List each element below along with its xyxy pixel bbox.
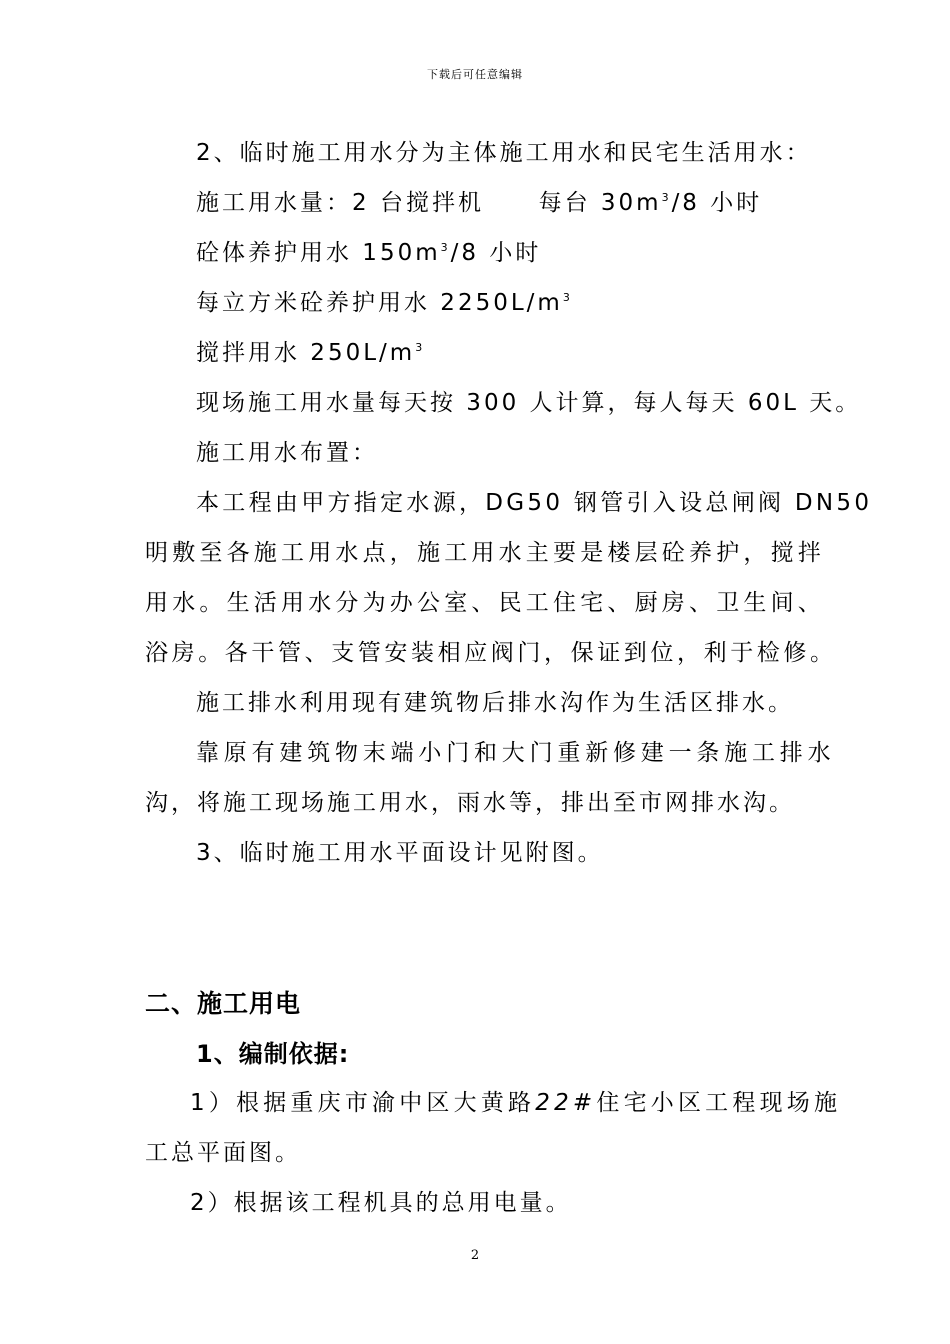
water-layout-title: 施工用水布置： <box>196 440 378 466</box>
water-item-3: 3、临时施工用水平面设计见附图。 <box>196 840 604 866</box>
page-number: 2 <box>470 1248 480 1263</box>
basis-item-1-prefix: 1）根据重庆市渝中区大黄路 <box>190 1090 536 1116</box>
basis-item-1-number: 22# <box>535 1090 597 1116</box>
superscript-3: 3 <box>562 291 573 304</box>
water-layout-line-3: 用水。生活用水分为办公室、民工住宅、厨房、卫生间、 <box>145 590 825 616</box>
mixing-water-text: 搅拌用水 250L/m <box>196 340 416 366</box>
water-layout-line-2: 明敷至各施工用水点，施工用水主要是楼层砼养护，搅拌 <box>145 540 825 566</box>
mixing-water-line <box>196 334 425 367</box>
superscript-3: 3 <box>415 341 426 354</box>
water-usage-mixers: 施工用水量：2 台搅拌机 <box>196 190 484 216</box>
per-cubic-line <box>196 284 573 317</box>
drainage-text-1: 施工排水利用现有建筑物后排水沟作为生活区排水。 <box>196 690 794 716</box>
subsection-title-basis: 1、编制依据: <box>196 1040 350 1068</box>
basis-item-2: 2）根据该工程机具的总用电量。 <box>190 1190 572 1216</box>
water-usage-per-mixer: 每台 30m <box>538 190 662 216</box>
page-header: 下载后可任意编辑 <box>427 68 523 81</box>
per-cubic-text: 每立方米砼养护用水 2250L/m <box>196 290 563 316</box>
curing-water-line <box>196 234 541 267</box>
basis-item-1-line-1 <box>190 1084 841 1117</box>
basis-item-1-line-2: 工总平面图。 <box>145 1140 301 1166</box>
water-usage-per-mixer-tail: /8 小时 <box>671 190 763 216</box>
superscript-3: 3 <box>440 241 451 254</box>
curing-water-tail: /8 小时 <box>450 240 542 266</box>
water-layout-line-1: 本工程由甲方指定水源，DG50 钢管引入设总闸阀 DN50 <box>196 490 873 516</box>
drainage-text-2-line-1: 靠原有建筑物末端小门和大门重新修建一条施工排水 <box>196 740 836 766</box>
section-title-power: 二、施工用电 <box>145 989 302 1018</box>
water-usage-line <box>196 184 762 217</box>
water-item-2-title: 2、临时施工用水分为主体施工用水和民宅生活用水： <box>196 140 812 166</box>
people-water-line: 现场施工用水量每天按 300 人计算，每人每天 60L 天。 <box>196 390 862 416</box>
basis-item-1-suffix: 住宅小区工程现场施 <box>596 1090 842 1116</box>
superscript-3: 3 <box>661 191 672 204</box>
drainage-text-2-line-2: 沟，将施工现场施工用水，雨水等，排出至市网排水沟。 <box>145 790 795 816</box>
curing-water-text: 砼体养护用水 150m <box>196 240 441 266</box>
water-layout-line-4: 浴房。各干管、支管安装相应阀门，保证到位，利于检修。 <box>145 640 837 666</box>
